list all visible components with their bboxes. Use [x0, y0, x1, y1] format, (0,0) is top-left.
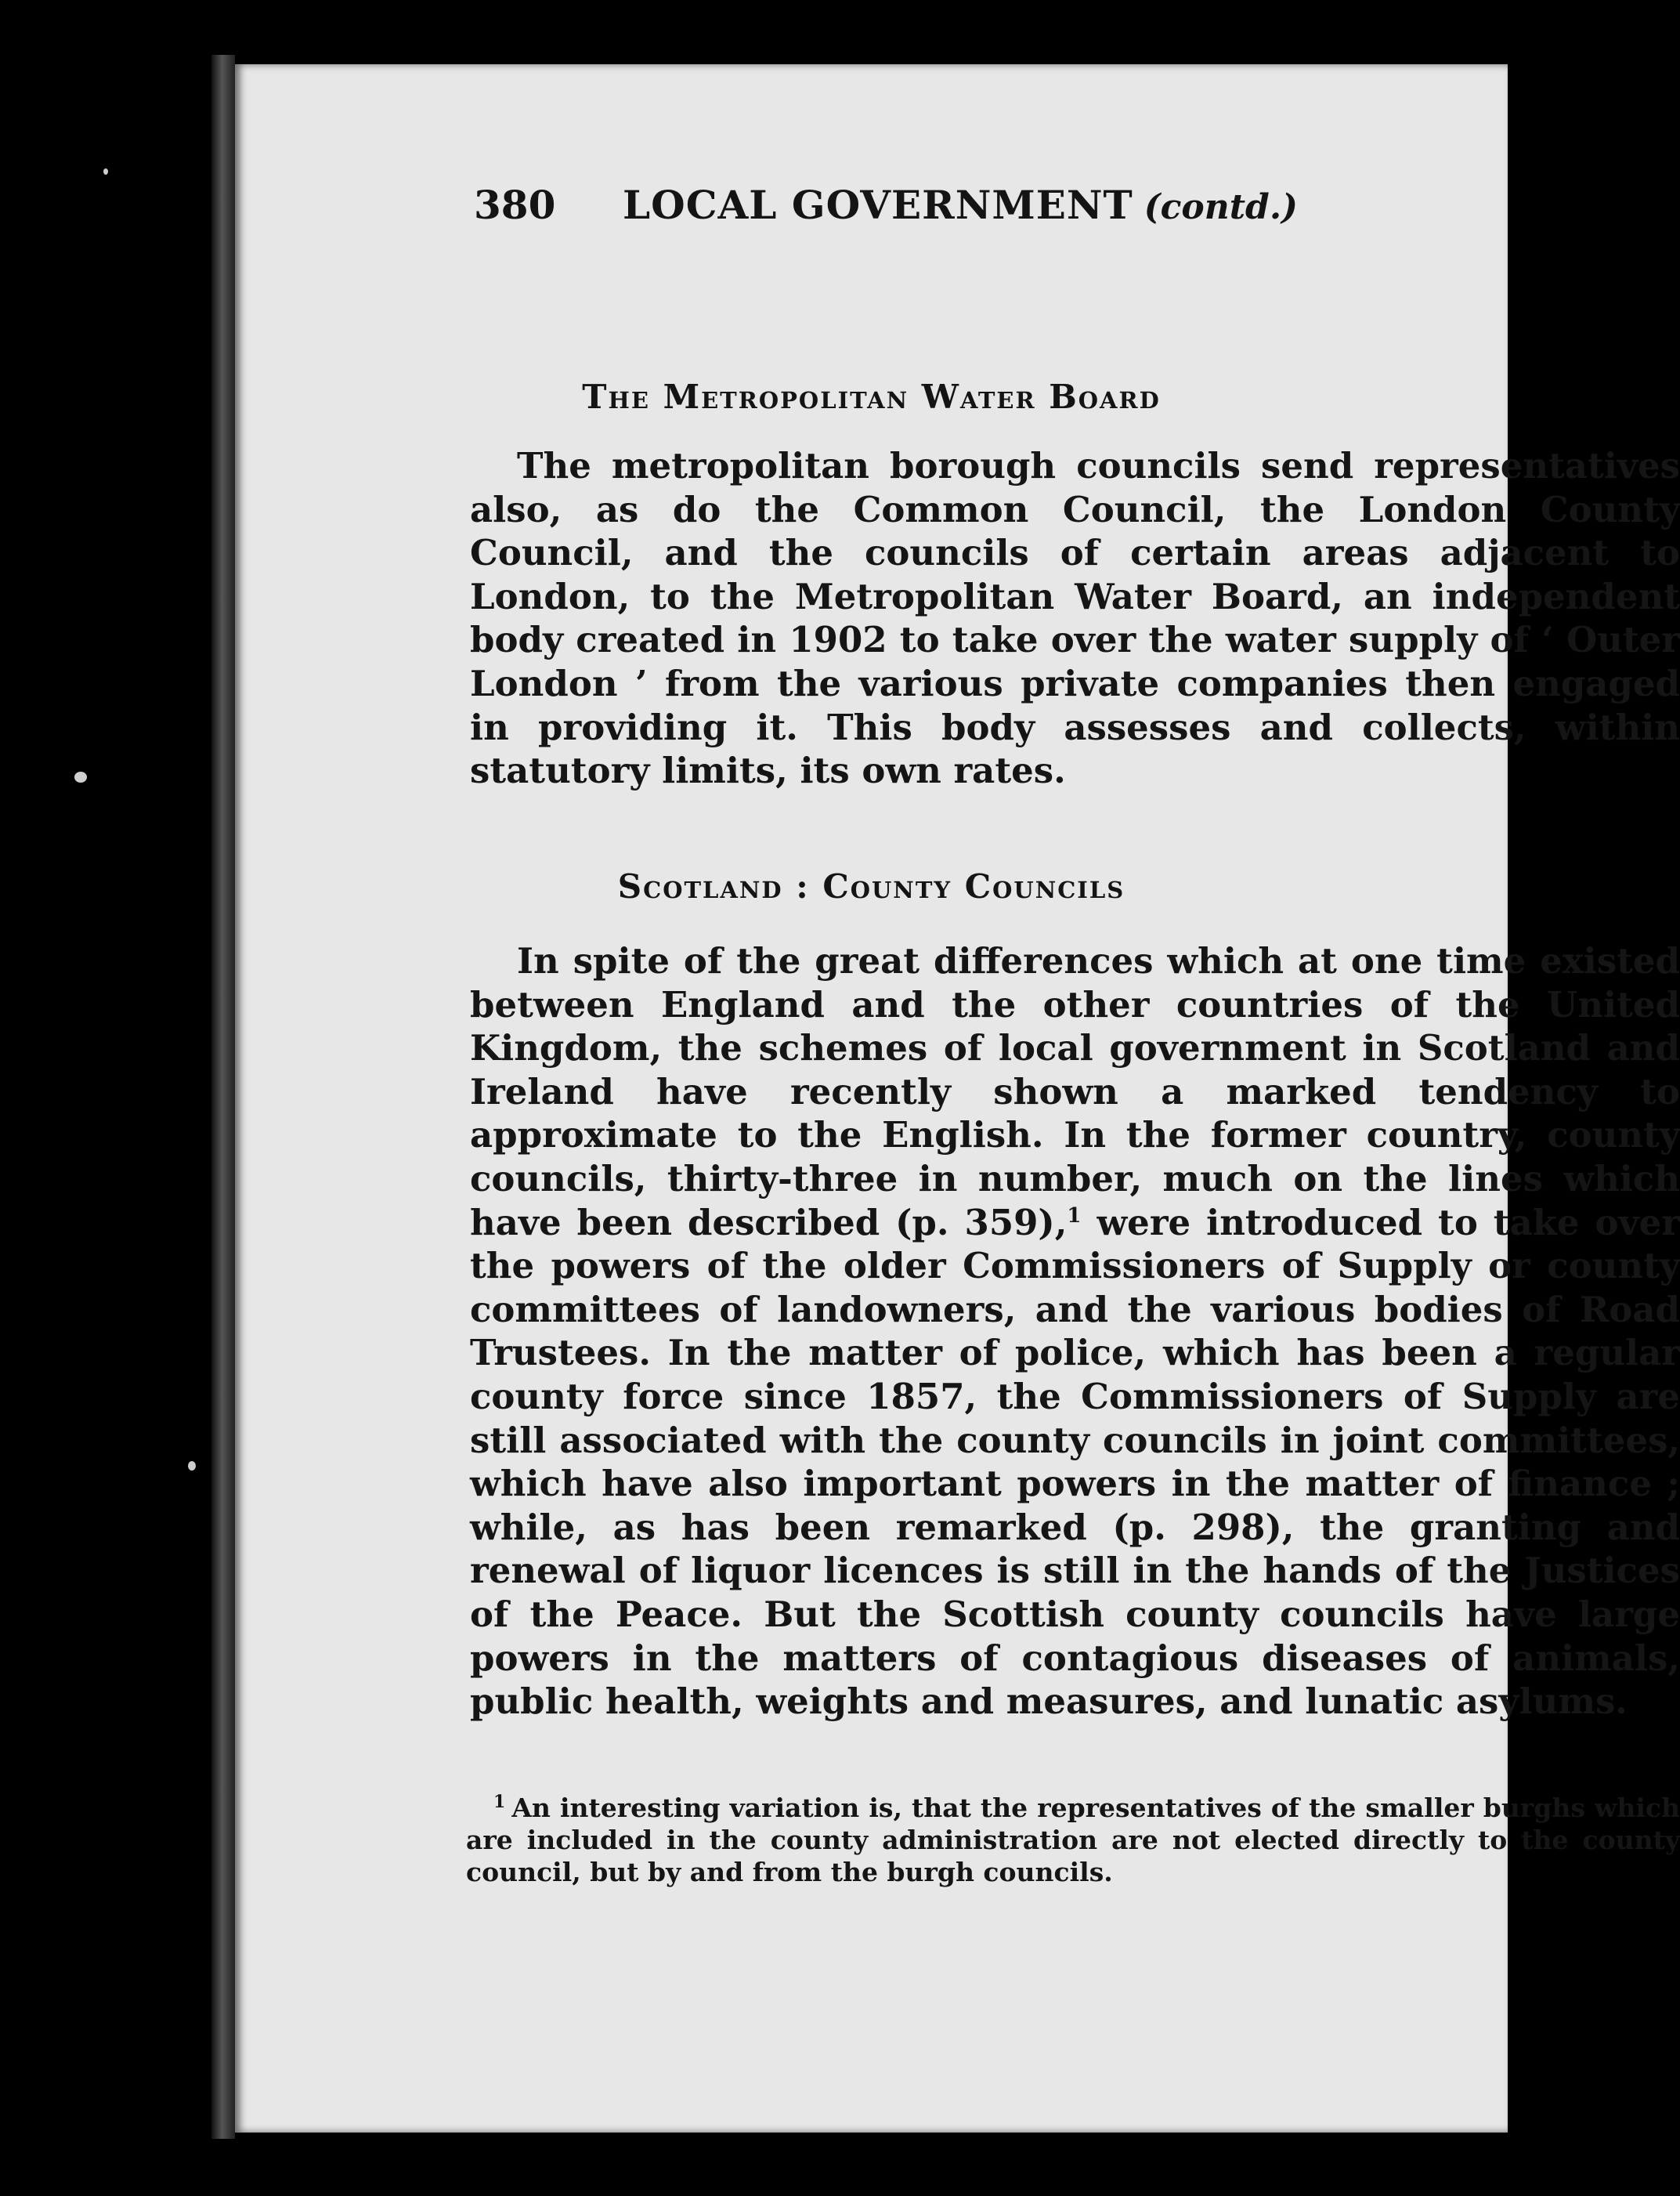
- book-page: [235, 64, 1680, 2133]
- running-title: LOCAL GOVERNMENT: [623, 182, 1133, 228]
- running-title-contd: (contd.): [1143, 187, 1298, 227]
- section-heading-metropolitan-water-board: The Metropolitan Water Board: [582, 378, 1161, 416]
- running-header: [474, 182, 1492, 228]
- footnote: [466, 1792, 1680, 1888]
- page-number: 380: [474, 182, 556, 228]
- footnote-reference: 1: [1067, 1203, 1082, 1228]
- paragraph-text-part-2: were introduced to take over the powers of the older Commissioners of Supply or county committees of landowners, and the various bodies of Road Trustees. In the matter of police, which has been a regular county force since 1857, the Commissioners of Supply are still associated with the county councils in joint committees, which have also important powers in the matter of finance ; while, as has been remarked (p. 298), the granting and renewal of liquor licences is still in the hands of the Justices of the Peace. But the Scottish county councils have large powers in the matters of contagious diseases of animals, public health, weights and measures, and lunatic asylums.: [470, 1201, 1680, 1723]
- dust-speck: [74, 772, 87, 783]
- paragraph-scotland-county-councils: [470, 939, 1680, 1724]
- book-spine-edge: [211, 55, 235, 2139]
- paragraph-metropolitan-water-board: The metropolitan borough councils send representatives also, as do the Common Council, the London County Council, and the councils of certain areas adjacent to London, to the Metropolitan Water Board, an independent body created in 1902 to take over the water supply of ‘ Outer London ’ from the various private companies then engaged in providing it. This body assesses and collects, within statutory limits, its own rates.: [470, 445, 1680, 792]
- dust-speck: [188, 1461, 196, 1471]
- section-heading-scotland-county-councils: Scotland : County Councils: [617, 867, 1125, 906]
- footnote-text: An interesting variation is, that the representatives of the smaller burghs which are included in the county administration are not elected directly to the county council, but by and from the burgh councils.: [466, 1793, 1680, 1887]
- paragraph-text-part-1: In spite of the great differences which at one time existed between England and the other countries of the United Kingdom, the schemes of local government in Scotland and Ireland have recently shown a marked tendency to approximate to the English. In the former country, county councils, thirty-three in number, much on the lines which have been described (p. 359),: [470, 940, 1680, 1243]
- footnote-mark: 1: [493, 1792, 506, 1812]
- dust-speck: [103, 168, 108, 175]
